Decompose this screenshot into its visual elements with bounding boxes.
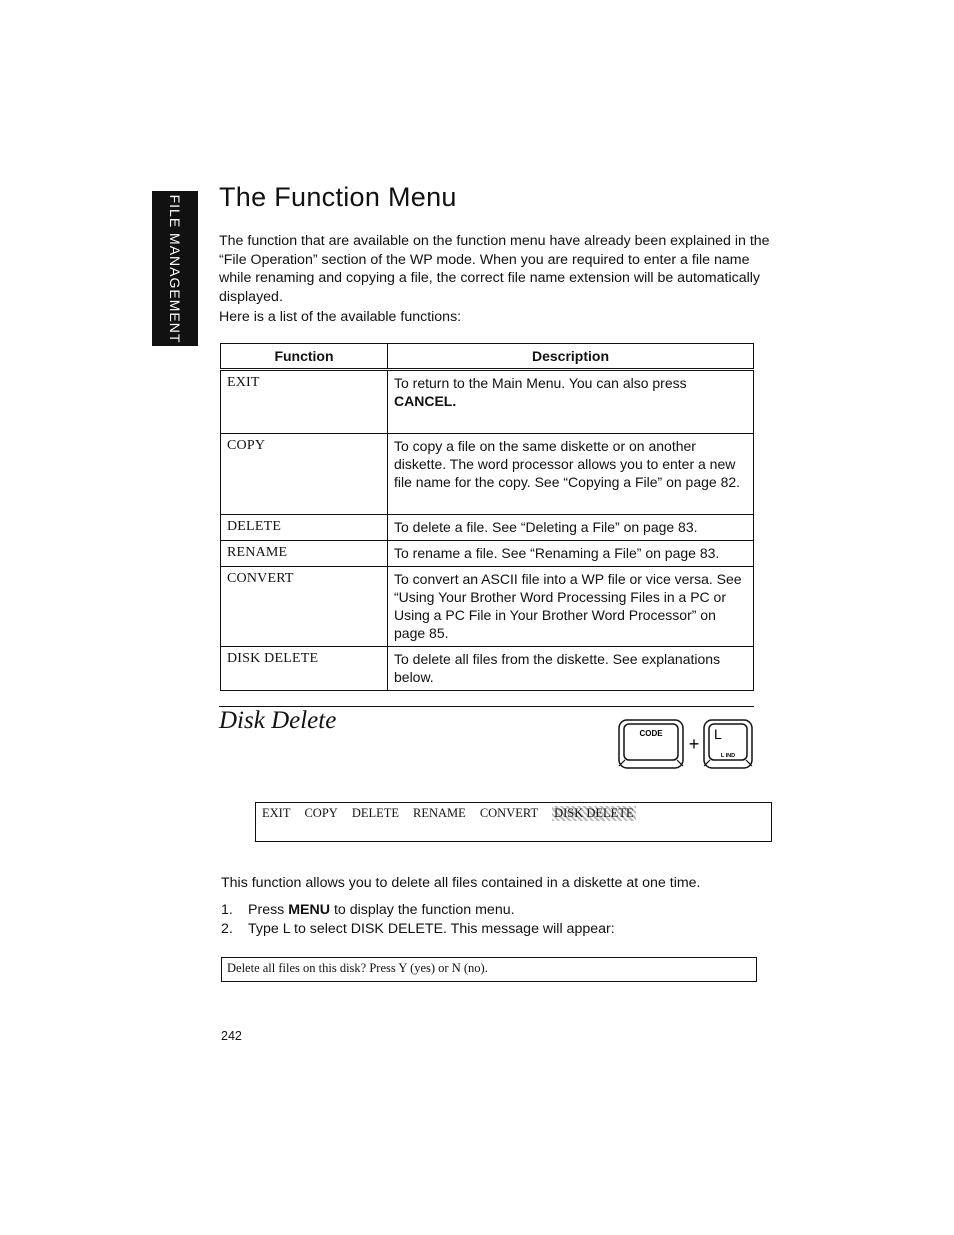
menu-item-exit[interactable]: EXIT xyxy=(262,806,291,820)
function-cell: RENAME xyxy=(221,541,388,567)
step-text-post: to display the function menu. xyxy=(330,902,515,918)
steps-list xyxy=(221,901,615,939)
section-tab-label: FILE MANAGEMENT xyxy=(167,194,183,343)
intro-list-lead: Here is a list of the available functions: xyxy=(219,309,462,325)
table-row xyxy=(221,515,754,541)
key-combination-icon xyxy=(617,718,755,770)
description-cell: To copy a file on the same diskette or on another diskette. The word processor allows you to enter a new file name for the copy. See “Copying a File” on page 82. xyxy=(388,434,754,515)
screen-message-box xyxy=(221,957,757,982)
list-item xyxy=(221,901,615,920)
column-header-description: Description xyxy=(388,344,754,370)
section-tab xyxy=(152,191,198,346)
description-cell xyxy=(388,370,754,434)
function-menu-bar xyxy=(262,806,636,821)
step-number: 1. xyxy=(221,902,233,918)
page-number: 242 xyxy=(221,1029,242,1043)
description-cell: To delete a file. See “Deleting a File” on page 83. xyxy=(388,515,754,541)
step-text-pre: Press xyxy=(248,902,289,918)
function-cell: EXIT xyxy=(221,370,388,434)
table-row xyxy=(221,434,754,515)
table-row xyxy=(221,370,754,434)
description-cell: To rename a file. See “Renaming a File” on page 83. xyxy=(388,541,754,567)
table-row xyxy=(221,567,754,647)
code-key-icon xyxy=(619,720,683,768)
step-key-name: MENU xyxy=(288,902,330,918)
step-text: Type L to select DISK DELETE. This message will appear: xyxy=(248,921,615,937)
menu-item-delete[interactable]: DELETE xyxy=(351,806,400,820)
description-cell: To convert an ASCII file into a WP file or vice versa. See “Using Your Brother Word Processing Files in a PC or Using a PC File in Your Brother Word Processor” on page 85. xyxy=(388,567,754,647)
menu-item-disk-delete[interactable]: DISK DELETE xyxy=(554,806,634,820)
table-header-row xyxy=(221,344,754,370)
menu-item-rename[interactable]: RENAME xyxy=(413,806,466,820)
menu-item-convert[interactable]: CONVERT xyxy=(479,806,539,820)
step-number: 2. xyxy=(221,921,233,937)
table-row xyxy=(221,647,754,691)
function-cell: CONVERT xyxy=(221,567,388,647)
function-cell: DISK DELETE xyxy=(221,647,388,691)
code-key-label: CODE xyxy=(639,729,663,738)
function-cell: DELETE xyxy=(221,515,388,541)
disk-delete-description: This function allows you to delete all files contained in a diskette at one time. xyxy=(221,875,701,891)
section-title: Disk Delete xyxy=(219,707,337,734)
l-key-label: L xyxy=(714,726,722,742)
intro-paragraph: The function that are available on the function menu have already been explained in the “File Operation” section of the WP mode. When you are required to enter a file name while renaming and copying a file, the correct file name extension will be automatically displayed. xyxy=(219,233,770,305)
page-title: The Function Menu xyxy=(219,182,457,212)
description-bold-text: CANCEL. xyxy=(394,393,457,409)
l-key-icon xyxy=(704,720,752,768)
function-cell: COPY xyxy=(221,434,388,515)
list-item xyxy=(221,920,615,939)
function-table xyxy=(220,343,754,691)
plus-sign: + xyxy=(688,734,700,754)
column-header-function: Function xyxy=(221,344,388,370)
description-text: To return to the Main Menu. You can also press xyxy=(394,375,687,391)
screen-display-menu xyxy=(255,802,772,842)
confirmation-message: Delete all files on this disk? Press Y (yes) or N (no). xyxy=(227,961,488,975)
table-row xyxy=(221,541,754,567)
description-cell: To delete all files from the diskette. See explanations below. xyxy=(388,647,754,691)
menu-item-copy[interactable]: COPY xyxy=(304,806,338,820)
l-key-sublabel: L IND xyxy=(720,753,736,759)
step-text xyxy=(248,901,515,920)
